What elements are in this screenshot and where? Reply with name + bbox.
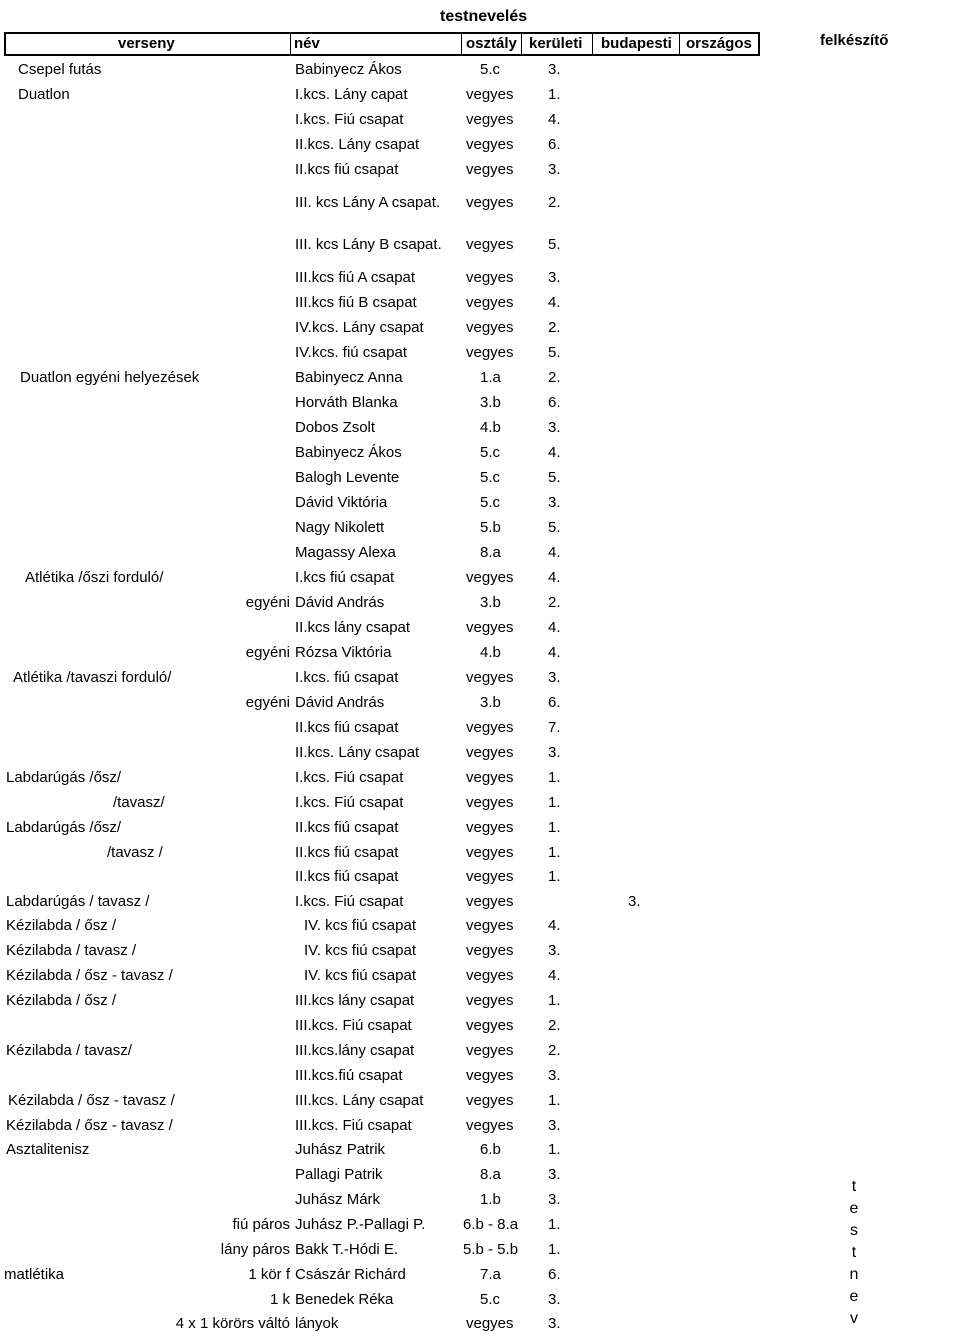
header-osztaly: osztály — [466, 35, 517, 52]
district-result: 2. — [548, 594, 561, 611]
name-cell: I.kcs. Fiú csapat — [295, 794, 404, 811]
sub-label: egyéni — [245, 694, 290, 711]
budapest-result: 3. — [628, 893, 641, 910]
name-cell: IV.kcs. fiú csapat — [295, 344, 408, 361]
class-cell: 5.b - 5.b — [463, 1241, 519, 1258]
name-cell: IV.kcs. Lány csapat — [295, 319, 424, 336]
header-verseny: verseny — [118, 35, 175, 52]
name-cell: Rózsa Viktória — [295, 644, 392, 661]
competition-label: Kézilabda / ősz - tavasz / — [6, 967, 173, 984]
district-result: 5. — [548, 469, 561, 486]
header-nev: név — [294, 35, 320, 52]
header-divider — [290, 32, 291, 56]
competition-label: Labdarúgás /ősz/ — [6, 819, 122, 836]
class-cell: vegyes — [466, 794, 514, 811]
page-title: testnevelés — [440, 8, 528, 25]
name-cell: II.kcs fiú csapat — [295, 161, 399, 178]
district-result: 2. — [548, 194, 561, 211]
vertical-letter: t — [851, 1178, 857, 1195]
district-result: 1. — [548, 844, 561, 861]
district-result: 4. — [548, 544, 561, 561]
class-cell: vegyes — [466, 1092, 514, 1109]
district-result: 1. — [548, 1141, 561, 1158]
district-result: 4. — [548, 644, 561, 661]
name-cell: II.kcs. Lány csapat — [295, 136, 420, 153]
class-cell: vegyes — [466, 1067, 514, 1084]
class-cell: 5.c — [480, 494, 501, 511]
district-result: 3. — [548, 1291, 561, 1308]
district-result: 5. — [548, 519, 561, 536]
name-cell: I.kcs. Lány capat — [295, 86, 408, 103]
competition-label: Labdarúgás / tavasz / — [6, 893, 150, 910]
class-cell: 6.b - 8.a — [463, 1216, 519, 1233]
name-cell: Dávid Viktória — [295, 494, 388, 511]
competition-label: /tavasz / — [107, 844, 163, 861]
name-cell: Bakk T.-Hódi E. — [295, 1241, 399, 1258]
district-result: 6. — [548, 136, 561, 153]
name-cell: Horváth Blanka — [295, 394, 398, 411]
class-cell: 3.b — [480, 694, 501, 711]
name-cell: I.kcs. Fiú csapat — [295, 111, 404, 128]
district-result: 1. — [548, 1216, 561, 1233]
competition-label: Kézilabda / ősz / — [6, 992, 117, 1009]
district-result: 6. — [548, 1266, 561, 1283]
class-cell: vegyes — [466, 844, 514, 861]
district-result: 3. — [548, 669, 561, 686]
name-cell: III.kcs. Lány csapat — [295, 1092, 424, 1109]
name-cell: II.kcs fiú csapat — [295, 719, 399, 736]
district-result: 5. — [548, 344, 561, 361]
competition-label: Duatlon — [18, 86, 70, 103]
class-cell: vegyes — [466, 893, 514, 910]
class-cell: vegyes — [466, 769, 514, 786]
class-cell: vegyes — [466, 1315, 514, 1332]
name-cell: Benedek Réka — [295, 1291, 394, 1308]
district-result: 1. — [548, 819, 561, 836]
name-cell: III.kcs.fiú csapat — [295, 1067, 403, 1084]
class-cell: 8.a — [480, 544, 501, 561]
district-result: 1. — [548, 794, 561, 811]
class-cell: vegyes — [466, 1117, 514, 1134]
sub-label: lány páros — [220, 1241, 290, 1258]
class-cell: vegyes — [466, 992, 514, 1009]
competition-label: Duatlon egyéni helyezések — [20, 369, 200, 386]
district-result: 3. — [548, 744, 561, 761]
class-cell: vegyes — [466, 917, 514, 934]
class-cell: vegyes — [466, 619, 514, 636]
district-result: 1. — [548, 1092, 561, 1109]
class-cell: vegyes — [466, 669, 514, 686]
district-result: 1. — [548, 769, 561, 786]
class-cell: vegyes — [466, 236, 514, 253]
competition-label: Kézilabda / ősz / — [6, 917, 117, 934]
sub-label: egyéni — [245, 594, 290, 611]
name-cell: Babinyecz Ákos — [295, 444, 402, 461]
class-cell: 4.b — [480, 419, 501, 436]
class-cell: vegyes — [466, 1042, 514, 1059]
class-cell: 8.a — [480, 1166, 501, 1183]
class-cell: vegyes — [466, 719, 514, 736]
district-result: 3. — [548, 1067, 561, 1084]
class-cell: 3.b — [480, 594, 501, 611]
class-cell: 3.b — [480, 394, 501, 411]
name-cell: III. kcs Lány B csapat. — [295, 236, 442, 253]
competition-label: Csepel futás — [18, 61, 102, 78]
sub-label: 1 k — [269, 1291, 290, 1308]
class-cell: vegyes — [466, 819, 514, 836]
district-result: 3. — [548, 942, 561, 959]
class-cell: 5.c — [480, 469, 501, 486]
name-cell: II.kcs fiú csapat — [295, 868, 399, 885]
district-result: 3. — [548, 494, 561, 511]
district-result: 1. — [548, 1241, 561, 1258]
district-result: 3. — [548, 161, 561, 178]
sub-label: fiú páros — [232, 1216, 290, 1233]
class-cell: 1.a — [480, 369, 501, 386]
competition-label: Kézilabda / ősz - tavasz / — [6, 1117, 173, 1134]
class-cell: 7.a — [480, 1266, 501, 1283]
name-cell: IV. kcs fiú csapat — [304, 967, 417, 984]
competition-label: /tavasz/ — [113, 794, 165, 811]
name-cell: Dávid András — [295, 594, 385, 611]
district-result: 6. — [548, 694, 561, 711]
name-cell: Magassy Alexa — [295, 544, 396, 561]
district-result: 4. — [548, 294, 561, 311]
competition-label: matlétika — [4, 1266, 65, 1283]
district-result: 6. — [548, 394, 561, 411]
vertical-letter: s — [850, 1222, 858, 1239]
header-divider — [521, 32, 522, 56]
class-cell: vegyes — [466, 344, 514, 361]
vertical-letter: v — [850, 1310, 858, 1327]
district-result: 4. — [548, 111, 561, 128]
name-cell: Babinyecz Ákos — [295, 61, 402, 78]
district-result: 3. — [548, 419, 561, 436]
name-cell: IV. kcs fiú csapat — [304, 917, 417, 934]
name-cell: Juhász P.-Pallagi P. — [295, 1216, 426, 1233]
district-result: 2. — [548, 369, 561, 386]
class-cell: vegyes — [466, 319, 514, 336]
class-cell: vegyes — [466, 967, 514, 984]
class-cell: vegyes — [466, 161, 514, 178]
class-cell: vegyes — [466, 744, 514, 761]
class-cell: vegyes — [466, 111, 514, 128]
name-cell: Dobos Zsolt — [295, 419, 376, 436]
sub-label: 4 x 1 körörs váltó — [175, 1315, 290, 1332]
class-cell: vegyes — [466, 294, 514, 311]
district-result: 2. — [548, 319, 561, 336]
name-cell: III.kcs. Fiú csapat — [295, 1017, 412, 1034]
class-cell: vegyes — [466, 1017, 514, 1034]
header-keruleti: kerületi — [529, 35, 583, 52]
class-cell: 5.c — [480, 1291, 501, 1308]
class-cell: vegyes — [466, 569, 514, 586]
district-result: 7. — [548, 719, 561, 736]
competition-label: Kézilabda / tavasz/ — [6, 1042, 132, 1059]
sub-label: egyéni — [245, 644, 290, 661]
class-cell: vegyes — [466, 868, 514, 885]
district-result: 4. — [548, 444, 561, 461]
district-result: 4. — [548, 917, 561, 934]
name-cell: Pallagi Patrik — [295, 1166, 383, 1183]
district-result: 4. — [548, 619, 561, 636]
district-result: 4. — [548, 967, 561, 984]
name-cell: IV. kcs fiú csapat — [304, 942, 417, 959]
name-cell: Juhász Márk — [295, 1191, 381, 1208]
header-divider — [592, 32, 593, 56]
name-cell: III.kcs.lány csapat — [295, 1042, 415, 1059]
district-result: 5. — [548, 236, 561, 253]
class-cell: 5.c — [480, 444, 501, 461]
name-cell: III.kcs fiú A csapat — [295, 269, 416, 286]
header-divider — [679, 32, 680, 56]
class-cell: 5.b — [480, 519, 501, 536]
district-result: 1. — [548, 86, 561, 103]
name-cell: Juhász Patrik — [295, 1141, 386, 1158]
class-cell: 5.c — [480, 61, 501, 78]
vertical-letter: n — [849, 1266, 859, 1283]
name-cell: III.kcs. Fiú csapat — [295, 1117, 412, 1134]
competition-label: Atlétika /tavaszi forduló/ — [13, 669, 172, 686]
district-result: 2. — [548, 1042, 561, 1059]
name-cell: I.kcs. Fiú csapat — [295, 893, 404, 910]
name-cell: Dávid András — [295, 694, 385, 711]
name-cell: Babinyecz Anna — [295, 369, 403, 386]
competition-label: Asztalitenisz — [6, 1141, 90, 1158]
district-result: 1. — [548, 868, 561, 885]
vertical-letter: t — [851, 1244, 857, 1261]
district-result: 3. — [548, 1166, 561, 1183]
header-felkeszito: felkészítő — [820, 32, 889, 49]
district-result: 3. — [548, 1191, 561, 1208]
header-divider — [461, 32, 462, 56]
name-cell: II.kcs fiú csapat — [295, 819, 399, 836]
class-cell: vegyes — [466, 86, 514, 103]
class-cell: 6.b — [480, 1141, 501, 1158]
name-cell: II.kcs fiú csapat — [295, 844, 399, 861]
class-cell: 1.b — [480, 1191, 501, 1208]
name-cell: III.kcs fiú B csapat — [295, 294, 417, 311]
district-result: 3. — [548, 1315, 561, 1332]
header-budapesti: budapesti — [601, 35, 672, 52]
vertical-letter: e — [849, 1288, 859, 1305]
district-result: 3. — [548, 269, 561, 286]
header-orszagos: országos — [686, 35, 752, 52]
vertical-letter: e — [849, 1200, 859, 1217]
class-cell: 4.b — [480, 644, 501, 661]
district-result: 3. — [548, 1117, 561, 1134]
name-cell: Császár Richárd — [295, 1266, 406, 1283]
name-cell: II.kcs. Lány csapat — [295, 744, 420, 761]
name-cell: III. kcs Lány A csapat. — [295, 194, 441, 211]
name-cell: lányok — [295, 1315, 339, 1332]
district-result: 4. — [548, 569, 561, 586]
name-cell: I.kcs. fiú csapat — [295, 669, 399, 686]
district-result: 3. — [548, 61, 561, 78]
sub-label: 1 kör f — [248, 1266, 290, 1283]
district-result: 2. — [548, 1017, 561, 1034]
class-cell: vegyes — [466, 194, 514, 211]
name-cell: I.kcs fiú csapat — [295, 569, 395, 586]
name-cell: Nagy Nikolett — [295, 519, 385, 536]
name-cell: III.kcs lány csapat — [295, 992, 415, 1009]
district-result: 1. — [548, 992, 561, 1009]
class-cell: vegyes — [466, 136, 514, 153]
name-cell: II.kcs lány csapat — [295, 619, 411, 636]
competition-label: Kézilabda / ősz - tavasz / — [8, 1092, 175, 1109]
class-cell: vegyes — [466, 269, 514, 286]
competition-label: Labdarúgás /ősz/ — [6, 769, 122, 786]
name-cell: Balogh Levente — [295, 469, 400, 486]
class-cell: vegyes — [466, 942, 514, 959]
competition-label: Atlétika /őszi forduló/ — [25, 569, 164, 586]
name-cell: I.kcs. Fiú csapat — [295, 769, 404, 786]
competition-label: Kézilabda / tavasz / — [6, 942, 137, 959]
